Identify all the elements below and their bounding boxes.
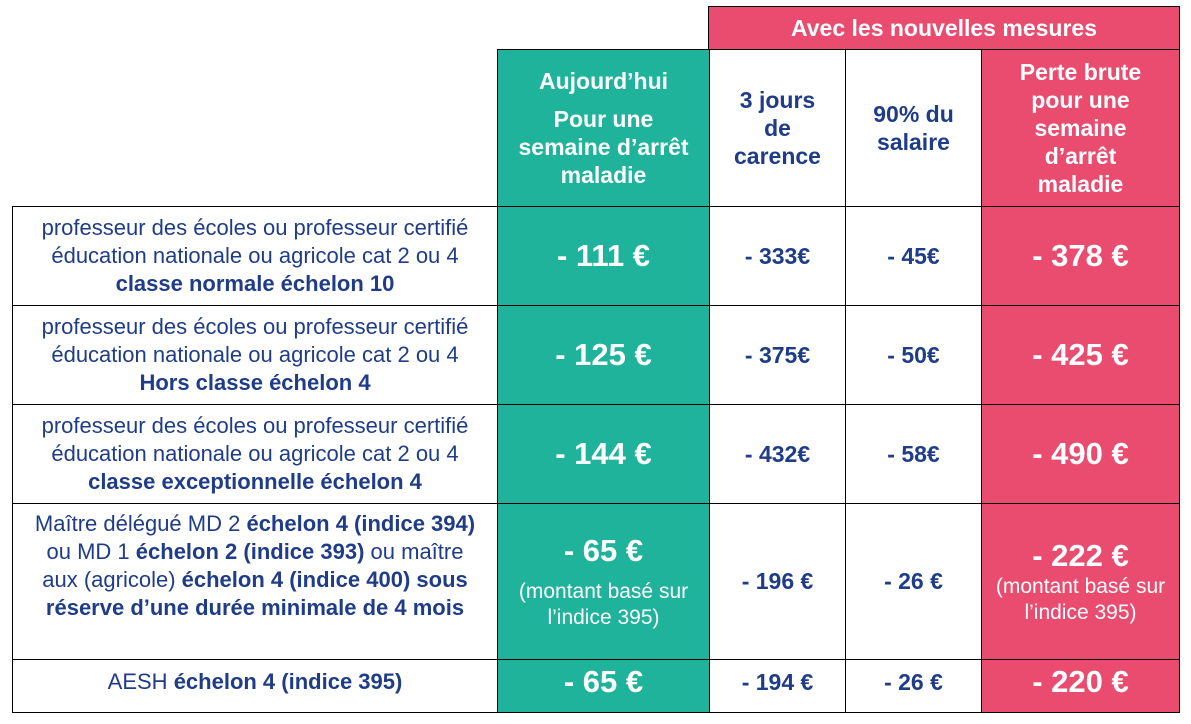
header-carence: 3 jours de carence — [709, 49, 846, 207]
row-2-salaire: - 50€ — [845, 305, 982, 405]
row-1-salaire: - 45€ — [845, 206, 982, 306]
header-group-title: Avec les nouvelles mesures — [708, 6, 1180, 50]
row-1-perte: - 378 € — [981, 206, 1180, 306]
header-today-line1: Aujourd’hui — [538, 68, 669, 94]
row-3-description: professeur des écoles ou professeur certifié éducation nationale ou agricole cat 2 ou 4 classe exceptionnelle échelon 4 — [12, 404, 498, 504]
row-4-today — [497, 503, 710, 660]
row-5-carence: - 194 € — [709, 659, 846, 713]
row-4-today-note: (montant basé sur l’indice 395) — [518, 579, 689, 629]
row-1-description: professeur des écoles ou professeur certifié éducation nationale ou agricole cat 2 ou 4 classe normale échelon 10 — [12, 206, 498, 306]
row-4-description: Maître délégué MD 2 échelon 4 (indice 394) ou MD 1 échelon 2 (indice 393) ou maître aux (agricole) échelon 4 (indice 400) sous réserve d’une durée minimale de 4 mois — [12, 503, 498, 660]
row-2-description: professeur des écoles ou professeur certifié éducation nationale ou agricole cat 2 ou 4 Hors classe échelon 4 — [12, 305, 498, 405]
header-salaire: 90% du salaire — [845, 49, 982, 207]
row-5-today: - 65 € — [497, 659, 710, 713]
row-3-today: - 144 € — [497, 404, 710, 504]
row-4-perte — [981, 503, 1180, 660]
row-4-today-value: - 65 € — [563, 532, 644, 568]
row-3-perte: - 490 € — [981, 404, 1180, 504]
row-4-perte-value: - 222 € — [1032, 537, 1129, 573]
row-2-carence: - 375€ — [709, 305, 846, 405]
header-today-line2: Pour une semaine d’arrêt maladie — [518, 106, 689, 188]
row-1-today: - 111 € — [497, 206, 710, 306]
row-1-carence: - 333€ — [709, 206, 846, 306]
row-3-salaire: - 58€ — [845, 404, 982, 504]
header-perte: Perte brute pour une semaine d’arrêt maladie — [981, 49, 1180, 207]
row-2-perte: - 425 € — [981, 305, 1180, 405]
row-4-carence: - 196 € — [709, 503, 846, 660]
row-5-perte: - 220 € — [981, 659, 1180, 713]
row-5-description: AESH échelon 4 (indice 395) — [12, 659, 498, 713]
row-5-salaire: - 26 € — [845, 659, 982, 713]
row-2-today: - 125 € — [497, 305, 710, 405]
row-4-perte-note: (montant basé sur l’indice 395) — [995, 574, 1166, 624]
header-today — [497, 49, 710, 207]
row-3-carence: - 432€ — [709, 404, 846, 504]
row-4-salaire: - 26 € — [845, 503, 982, 660]
